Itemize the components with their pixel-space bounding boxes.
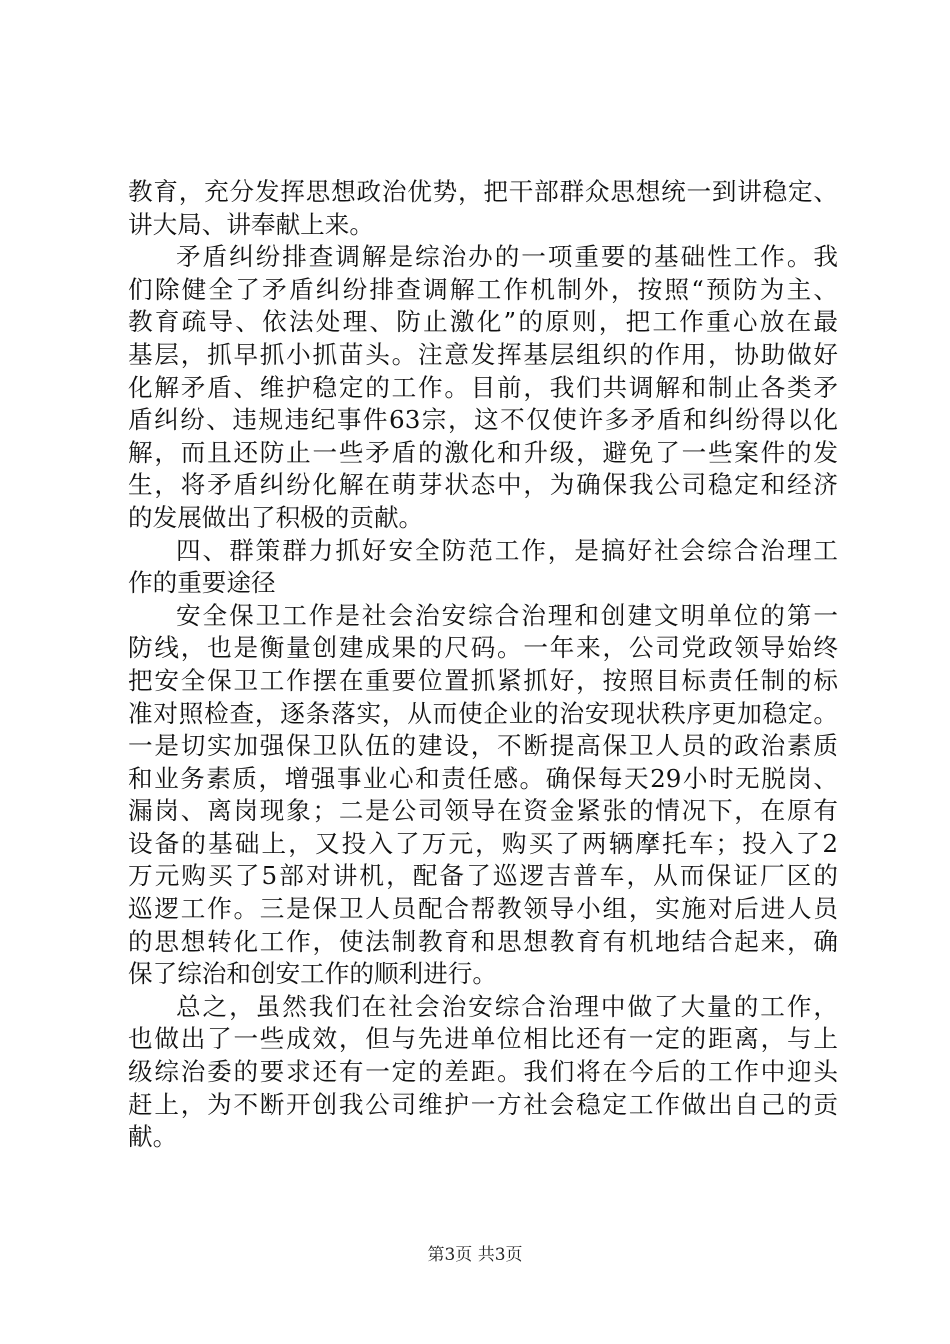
text-line: 万元购买了5部对讲机，配备了巡逻吉普车，从而保证厂区的 [128, 861, 838, 891]
text-line: 盾纠纷、违规违纪事件63宗，这不仅使许多矛盾和纠纷得以化 [128, 405, 838, 435]
text-line: 巡逻工作。三是保卫人员配合帮教领导小组，实施对后进人员 [128, 894, 838, 924]
text-line: 一是切实加强保卫队伍的建设，不断提高保卫人员的政治素质 [128, 731, 838, 761]
text-line: 基层，抓早抓小抓苗头。注意发挥基层组织的作用，协助做好 [128, 339, 838, 369]
text-line: 漏岗、离岗现象；二是公司领导在资金紧张的情况下，在原有 [128, 796, 838, 826]
text-line: 级综治委的要求还有一定的差距。我们将在今后的工作中迎头 [128, 1057, 838, 1087]
page-footer: 第3页 共3页 [427, 1245, 523, 1265]
text-line: 设备的基础上，又投入了万元，购买了两辆摩托车；投入了2 [128, 828, 838, 858]
text-line: 生，将矛盾纠纷化解在萌芽状态中，为确保我公司稳定和经济 [128, 470, 838, 500]
text-line: 化解矛盾、维护稳定的工作。目前，我们共调解和制止各类矛 [128, 372, 838, 402]
text-line: 和业务素质，增强事业心和责任感。确保每天29小时无脱岗、 [128, 763, 838, 793]
text-line: 保了综治和创安工作的顺利进行。 [128, 959, 497, 989]
text-line: 的思想转化工作，使法制教育和思想教育有机地结合起来，确 [128, 926, 838, 956]
text-line: 安全保卫工作是社会治安综合治理和创建文明单位的第一 [176, 600, 838, 630]
text-line: 讲大局、讲奉献上来。 [128, 209, 374, 239]
text-line: 赶上，为不断开创我公司维护一方社会稳定工作做出自己的贡 [128, 1089, 838, 1119]
text-line: 教育，充分发挥思想政治优势，把干部群众思想统一到讲稳定、 [128, 177, 838, 206]
text-line: 的发展做出了积极的贡献。 [128, 502, 424, 532]
text-line: 献。 [128, 1122, 178, 1152]
text-line: 防线，也是衡量创建成果的尺码。一年来，公司党政领导始终 [128, 633, 838, 663]
text-line: 矛盾纠纷排查调解是综治办的一项重要的基础性工作。我 [176, 242, 838, 272]
text-line: 作的重要途径 [128, 568, 276, 598]
text-line: 总之，虽然我们在社会治安综合治理中做了大量的工作， [176, 991, 838, 1021]
text-line: 准对照检查，逐条落实，从而使企业的治安现状秩序更加稳定。 [128, 698, 838, 728]
text-line: 也做出了一些成效，但与先进单位相比还有一定的距离，与上 [128, 1024, 838, 1054]
text-line: 教育疏导、依法处理、防止激化”的原则，把工作重心放在最 [128, 307, 838, 337]
text-line: 们除健全了矛盾纠纷排查调解工作机制外，按照“预防为主、 [128, 274, 838, 304]
text-line: 把安全保卫工作摆在重要位置抓紧抓好，按照目标责任制的标 [128, 665, 838, 695]
document-body [128, 176, 838, 1154]
text-line: 解，而且还防止一些矛盾的激化和升级，避免了一些案件的发 [128, 437, 838, 467]
text-line: 四、群策群力抓好安全防范工作，是搞好社会综合治理工 [176, 535, 838, 565]
